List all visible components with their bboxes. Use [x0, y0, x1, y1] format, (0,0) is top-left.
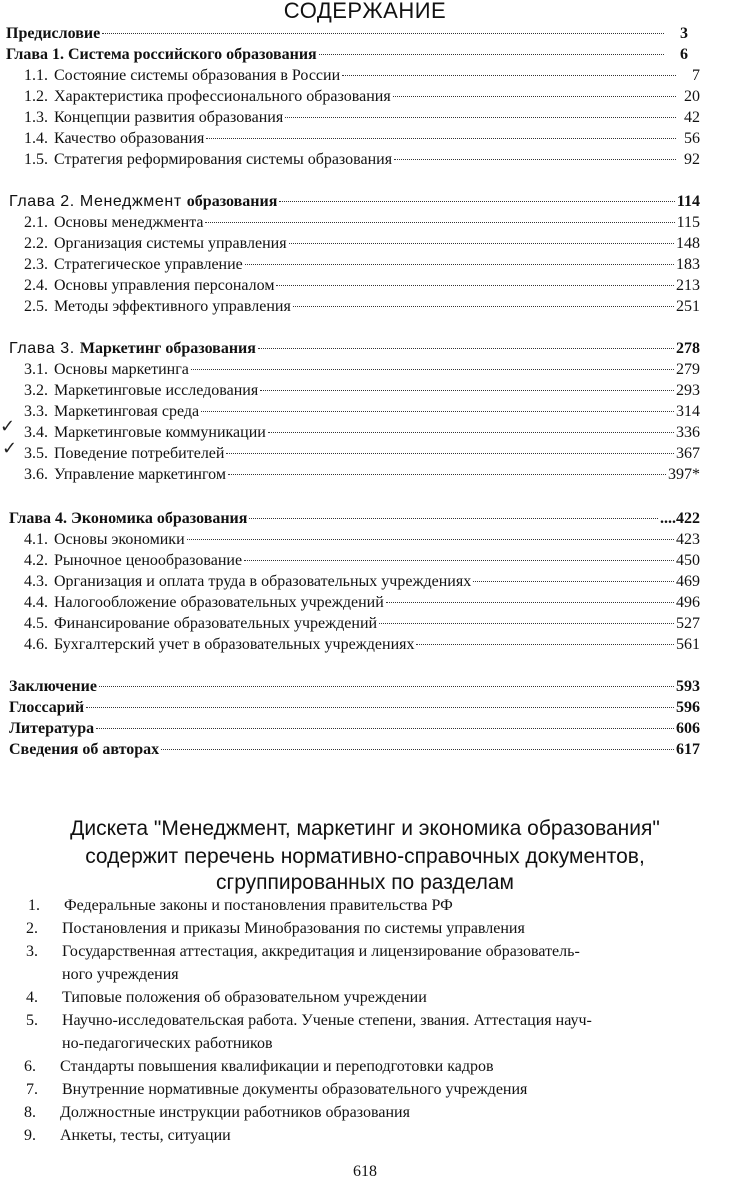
dot-leader — [249, 517, 658, 519]
list-item-text: Анкеты, тесты, ситуации — [60, 1127, 231, 1144]
dot-leader — [276, 284, 674, 286]
dot-leader — [342, 74, 676, 76]
toc-entry — [24, 213, 700, 233]
list-item-number: 2. — [26, 920, 38, 937]
toc-entry-label: 2.4. Основы управления персоналом — [24, 277, 275, 294]
toc-entry — [24, 465, 700, 485]
dot-leader — [226, 452, 674, 454]
toc-entry — [24, 530, 700, 550]
list-item-number: 5. — [26, 1012, 38, 1029]
list-item — [26, 941, 726, 963]
check-mark-icon: ✓ — [2, 438, 18, 459]
dot-leader — [228, 473, 666, 475]
dot-leader — [379, 622, 674, 624]
dot-leader — [260, 389, 674, 391]
dot-leader — [319, 53, 664, 55]
dot-leader — [285, 116, 676, 118]
toc-entry-page: 423 — [676, 531, 700, 548]
toc-entry — [24, 108, 700, 128]
dot-leader — [161, 748, 674, 750]
toc-entry-page: 148 — [676, 235, 700, 252]
toc-entry-label: 2.2. Организация системы управления — [24, 235, 287, 252]
list-item-number: 8. — [24, 1104, 36, 1121]
list-item-text: Федеральные законы и постановления правительства РФ — [64, 897, 453, 914]
toc-entry-page: 593 — [676, 678, 700, 695]
toc-entry-label: 2.5. Методы эффективного управления — [24, 298, 291, 315]
dot-leader — [473, 580, 674, 582]
toc-entry-label: 3.3. Маркетинговая среда — [24, 403, 200, 420]
toc-entry-number: 4.2. — [24, 552, 48, 569]
list-item — [24, 1125, 724, 1147]
toc-entry — [24, 255, 700, 275]
list-item-text: Государственная аттестация, аккредитация и лицензирование образователь- — [62, 943, 580, 960]
toc-entry-number: 4.1. — [24, 531, 48, 548]
toc-entry — [24, 87, 700, 107]
toc-entry-number: 1.1. — [24, 67, 48, 84]
toc-entry — [24, 614, 700, 634]
toc-entry-page: 617 — [676, 741, 700, 758]
list-item-text: ного учреждения — [62, 966, 179, 983]
toc-entry — [24, 444, 700, 464]
list-item-number: 1. — [28, 897, 40, 914]
toc-entry-page: 20 — [684, 88, 700, 105]
check-mark-icon: ✓ — [0, 416, 16, 437]
toc-entry-page: ....422 — [660, 510, 700, 527]
list-item-number: 3. — [26, 943, 38, 960]
diskette-heading: Дискета "Менеджмент, маркетинг и экономика образования" — [70, 817, 660, 840]
toc-entry-number: 4.4. — [24, 594, 48, 611]
toc-entry-page: 115 — [676, 214, 700, 231]
toc-entry-number: 1.4. — [24, 130, 48, 147]
toc-entry-label: Глава 2. Менеджмент образования — [9, 193, 278, 210]
toc-entry-label: 2.3. Стратегическое управление — [24, 256, 243, 273]
toc-entry-page: 469 — [676, 573, 700, 590]
dot-leader — [244, 559, 674, 561]
toc-entry-page: 367 — [676, 445, 700, 462]
toc-entry-label: 3.4. Маркетинговые коммуникации — [24, 424, 266, 441]
dot-leader — [416, 643, 674, 645]
toc-entry-page: 92 — [684, 151, 700, 168]
toc-entry-label: 1.5. Стратегия реформирования системы образования — [24, 151, 393, 168]
dot-leader — [206, 137, 676, 139]
dot-leader — [393, 95, 676, 97]
diskette-subheading: сгруппированных по разделам — [216, 871, 514, 894]
toc-entry-number: 4.5. — [24, 615, 48, 632]
toc-entry-number: 3.4. — [24, 424, 48, 441]
toc-entry — [9, 192, 700, 212]
toc-entry-page: 606 — [676, 720, 700, 737]
toc-entry-number: 3.6. — [24, 466, 48, 483]
toc-entry-number: 2.5. — [24, 298, 48, 315]
list-item — [24, 1056, 724, 1078]
toc-entry-label: 1.1. Состояние системы образования в России — [24, 67, 341, 84]
dot-leader — [96, 727, 674, 729]
toc-entry-page: 527 — [676, 615, 700, 632]
toc-entry-number: 4.3. — [24, 573, 48, 590]
list-item — [26, 1010, 726, 1032]
dot-leader — [268, 431, 674, 433]
toc-entry-number: 1.2. — [24, 88, 48, 105]
toc-entry-page: 251 — [676, 298, 700, 315]
toc-entry-page: 183 — [676, 256, 700, 273]
dot-leader — [99, 685, 674, 687]
diskette-subheading: содержит перечень нормативно-справочных документов, — [85, 845, 645, 868]
dot-leader — [293, 305, 674, 307]
dot-leader — [86, 706, 674, 708]
list-item — [28, 895, 728, 917]
toc-entry — [24, 276, 700, 296]
toc-entry — [24, 129, 700, 149]
toc-entry-label: 1.2. Характеристика профессионального образования — [24, 88, 391, 105]
list-item-text: но-педагогических работников — [62, 1035, 273, 1052]
toc-entry — [9, 698, 700, 718]
toc-entry — [24, 297, 700, 317]
toc-entry-label: 1.3. Концепции развития образования — [24, 109, 284, 126]
toc-entry-page: 293 — [676, 382, 700, 399]
list-item — [26, 1033, 726, 1055]
toc-entry-label: Глава 3. Маркетинг образования — [9, 340, 256, 357]
toc-entry-number: 3.5. — [24, 445, 48, 462]
toc-entry-page: 596 — [676, 699, 700, 716]
toc-entry — [24, 635, 700, 655]
list-item — [24, 1102, 724, 1124]
toc-entry-page: 279 — [676, 361, 700, 378]
toc-entry-label: 3.5. Поведение потребителей — [24, 445, 225, 462]
toc-entry-label: 3.6. Управление маркетингом — [24, 466, 226, 483]
toc-title: СОДЕРЖАНИЕ — [283, 0, 447, 23]
toc-entry-page: 496 — [676, 594, 700, 611]
list-item-text: Научно-исследовательская работа. Ученые степени, звания. Аттестация науч- — [62, 1012, 592, 1029]
toc-entry — [9, 719, 700, 739]
toc-entry — [24, 551, 700, 571]
toc-entry-label: 3.2. Маркетинговые исследования — [24, 382, 259, 399]
toc-entry — [24, 150, 700, 170]
toc-entry-page: 114 — [676, 193, 700, 210]
toc-entry-page: 6 — [680, 46, 688, 63]
toc-entry-label: 4.2. Рыночное ценообразование — [24, 552, 243, 569]
dot-leader — [205, 221, 674, 223]
toc-entry-label: Глава 1. Система российского образования — [6, 46, 317, 63]
toc-entry-page: 561 — [676, 636, 700, 653]
toc-entry-label: 4.5. Финансирование образовательных учреждений — [24, 615, 378, 632]
list-item-text: Постановления и приказы Минобразования по системы управления — [62, 920, 525, 937]
list-item-text: Должностные инструкции работников образования — [60, 1104, 410, 1121]
toc-entry-number: 2.3. — [24, 256, 48, 273]
toc-entry — [9, 339, 700, 359]
toc-entry-number: 1.3. — [24, 109, 48, 126]
toc-entry — [6, 45, 688, 65]
toc-entry-number: 4.6. — [24, 636, 48, 653]
toc-entry-number: 3.2. — [24, 382, 48, 399]
toc-entry — [9, 740, 700, 760]
toc-entry-label: 4.3. Организация и оплата труда в образовательных учреждениях — [24, 573, 472, 590]
list-item-text: Внутренние нормативные документы образовательного учреждения — [62, 1081, 528, 1098]
toc-entry — [24, 360, 700, 380]
toc-entry-number: 1.5. — [24, 151, 48, 168]
toc-entry — [24, 66, 700, 86]
list-item — [26, 987, 726, 1009]
toc-entry-page: 7 — [692, 67, 700, 84]
toc-entry-label: 2.1. Основы менеджмента — [24, 214, 204, 231]
toc-entry-label: 4.4. Налогообложение образовательных учреждений — [24, 594, 384, 611]
toc-entry-label: Заключение — [9, 678, 97, 695]
toc-entry-page: 450 — [676, 552, 700, 569]
list-item-number: 4. — [26, 989, 38, 1006]
list-item-number: 6. — [24, 1058, 36, 1075]
dot-leader — [187, 538, 674, 540]
toc-entry — [24, 572, 700, 592]
toc-entry — [24, 381, 700, 401]
dot-leader — [394, 158, 676, 160]
list-item-number: 7. — [26, 1081, 38, 1098]
toc-entry-number: 2.1. — [24, 214, 48, 231]
toc-entry-page: 42 — [684, 109, 700, 126]
list-item — [26, 1079, 726, 1101]
toc-entry-label: 4.6. Бухгалтерский учет в образовательных учреждениях — [24, 636, 415, 653]
toc-entry-label: 1.4. Качество образования — [24, 130, 205, 147]
toc-entry-page: 397* — [668, 466, 700, 483]
toc-entry-label: Глава 4. Экономика образования — [9, 510, 248, 527]
list-item-text: Типовые положения об образовательном учреждении — [62, 989, 427, 1006]
toc-entry-label: Сведения об авторах — [9, 741, 160, 758]
toc-entry — [24, 593, 700, 613]
toc-entry-page: 336 — [676, 424, 700, 441]
toc-entry-label: Литература — [9, 720, 95, 737]
toc-entry — [9, 509, 700, 529]
toc-entry-label: 4.1. Основы экономики — [24, 531, 185, 548]
toc-entry-page: 3 — [680, 25, 688, 42]
list-item-text: Стандарты повышения квалификации и переподготовки кадров — [60, 1058, 494, 1075]
toc-entry — [9, 677, 700, 697]
toc-entry-number: 2.2. — [24, 235, 48, 252]
toc-entry-label: Предисловие — [6, 25, 101, 42]
toc-entry — [6, 24, 688, 44]
dot-leader — [191, 368, 674, 370]
toc-entry-label: 3.1. Основы маркетинга — [24, 361, 189, 378]
dot-leader — [258, 347, 674, 349]
toc-entry-number: 3.1. — [24, 361, 48, 378]
dot-leader — [279, 200, 675, 202]
toc-entry — [24, 423, 700, 443]
toc-entry-page: 278 — [676, 340, 700, 357]
list-item — [26, 964, 726, 986]
toc-entry — [24, 402, 700, 422]
toc-entry-label: Глоссарий — [9, 699, 85, 716]
dot-leader — [386, 601, 674, 603]
dot-leader — [102, 32, 664, 34]
dot-leader — [245, 263, 674, 265]
toc-entry-page: 213 — [676, 277, 700, 294]
toc-entry-number: 2.4. — [24, 277, 48, 294]
page-number: 618 — [353, 1163, 377, 1180]
list-item — [26, 918, 726, 940]
toc-entry-number: 3.3. — [24, 403, 48, 420]
dot-leader — [201, 410, 674, 412]
dot-leader — [289, 242, 674, 244]
toc-entry — [24, 234, 700, 254]
toc-entry-page: 314 — [676, 403, 700, 420]
toc-entry-page: 56 — [684, 130, 700, 147]
list-item-number: 9. — [24, 1127, 36, 1144]
